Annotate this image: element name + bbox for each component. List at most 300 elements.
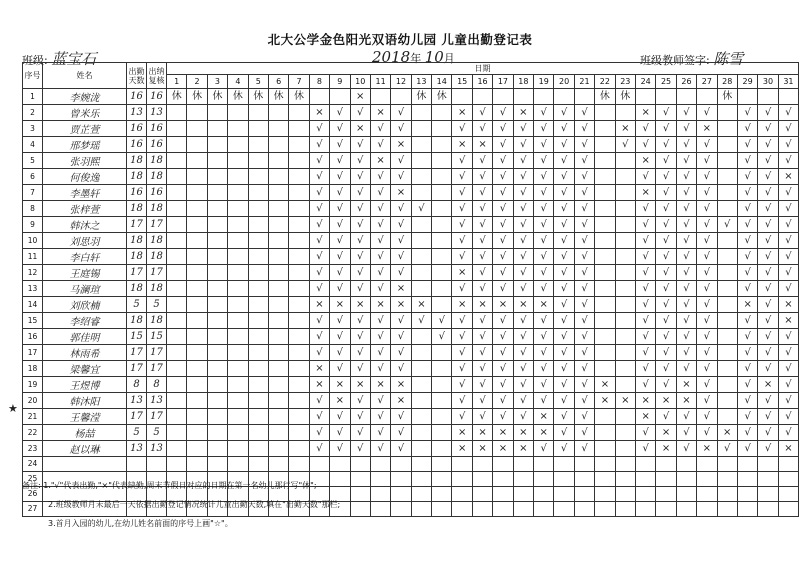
attendance-mark	[411, 121, 431, 137]
attendance-mark: √	[432, 329, 452, 345]
attendance-mark	[289, 281, 309, 297]
attendance-mark	[391, 457, 411, 472]
attendance-mark	[595, 201, 615, 217]
attendance-mark: √	[513, 393, 533, 409]
review-days: 18	[147, 281, 167, 297]
row-number: 14	[23, 297, 43, 313]
attendance-mark: √	[574, 361, 594, 377]
attendance-mark	[615, 169, 635, 185]
review-days: 17	[147, 409, 167, 425]
attendance-mark	[432, 249, 452, 265]
review-days: 17	[147, 217, 167, 233]
attendance-mark	[432, 471, 452, 486]
attendance-mark	[778, 471, 798, 486]
attendance-mark	[248, 297, 268, 313]
attendance-mark: √	[697, 217, 717, 233]
attendance-mark: √	[554, 345, 574, 361]
attendance-mark: ×	[656, 425, 676, 441]
attendance-mark: √	[737, 265, 757, 281]
attendance-mark	[187, 393, 207, 409]
attendance-mark: √	[452, 153, 472, 169]
attendance-mark: √	[778, 393, 798, 409]
attendance-mark	[187, 249, 207, 265]
day-header: 4	[228, 75, 248, 89]
review-days: 15	[147, 329, 167, 345]
attendance-mark: √	[656, 217, 676, 233]
attendance-mark	[615, 185, 635, 201]
attendance-mark: √	[432, 313, 452, 329]
attendance-mark: √	[554, 281, 574, 297]
attendance-mark: √	[309, 121, 329, 137]
attendance-mark: √	[717, 217, 737, 233]
row-number: 21	[23, 409, 43, 425]
attendance-mark: √	[554, 313, 574, 329]
attendance-mark: √	[370, 169, 390, 185]
attendance-mark	[268, 201, 288, 217]
attendance-mark	[289, 121, 309, 137]
attendance-mark	[411, 185, 431, 201]
table-row	[23, 377, 799, 393]
attendance-mark: √	[554, 393, 574, 409]
attendance-mark: √	[737, 137, 757, 153]
attendance-mark: √	[574, 137, 594, 153]
attendance-mark: √	[391, 121, 411, 137]
attendance-mark	[248, 393, 268, 409]
attendance-mark	[167, 201, 187, 217]
attendance-mark	[248, 345, 268, 361]
day-header: 11	[370, 75, 390, 89]
attendance-mark	[595, 501, 615, 516]
attendance-mark: √	[676, 121, 696, 137]
attendance-mark	[676, 457, 696, 472]
attendance-mark: ×	[370, 105, 390, 121]
attendance-mark: √	[758, 153, 778, 169]
attendance-mark	[615, 297, 635, 313]
attend-days: 17	[127, 217, 147, 233]
attendance-mark: √	[656, 345, 676, 361]
attendance-mark: √	[493, 121, 513, 137]
attendance-mark: √	[534, 265, 554, 281]
attendance-mark	[574, 457, 594, 472]
review-days: 16	[147, 89, 167, 105]
attendance-mark	[717, 201, 737, 217]
attendance-mark	[167, 249, 187, 265]
row-number: 27	[23, 501, 43, 516]
attendance-mark: √	[309, 345, 329, 361]
attendance-mark: √	[370, 345, 390, 361]
attendance-mark	[615, 249, 635, 265]
attendance-mark: √	[758, 185, 778, 201]
attendance-mark: √	[513, 265, 533, 281]
attendance-mark: √	[309, 217, 329, 233]
col-attend-header: 出勤天数	[127, 63, 147, 89]
attendance-mark: √	[758, 329, 778, 345]
day-header: 29	[737, 75, 757, 89]
attendance-mark	[595, 329, 615, 345]
attendance-mark	[289, 153, 309, 169]
attendance-mark: √	[472, 265, 492, 281]
attendance-mark: √	[635, 201, 655, 217]
attendance-mark	[432, 233, 452, 249]
attend-days: 13	[127, 441, 147, 457]
attendance-mark	[289, 137, 309, 153]
attendance-mark: √	[309, 265, 329, 281]
attendance-mark: √	[309, 153, 329, 169]
attendance-mark	[228, 297, 248, 313]
attend-days: 16	[127, 137, 147, 153]
attendance-mark	[187, 313, 207, 329]
attendance-mark	[167, 137, 187, 153]
row-number: 7	[23, 185, 43, 201]
attendance-mark	[167, 265, 187, 281]
row-number: 11	[23, 249, 43, 265]
col-seq-header: 序号	[23, 63, 43, 89]
attendance-mark: ×	[452, 441, 472, 457]
attendance-mark	[717, 457, 737, 472]
attendance-mark: √	[554, 377, 574, 393]
attendance-mark: √	[330, 345, 350, 361]
attendance-mark	[432, 441, 452, 457]
attendance-mark: √	[635, 361, 655, 377]
attendance-mark	[615, 217, 635, 233]
attendance-mark	[717, 249, 737, 265]
review-days: 18	[147, 233, 167, 249]
child-name: 王馨滢	[43, 409, 127, 425]
attendance-mark: √	[309, 313, 329, 329]
attendance-mark: √	[350, 393, 370, 409]
attendance-mark: ×	[452, 265, 472, 281]
attendance-mark: ×	[493, 425, 513, 441]
attendance-mark: √	[472, 281, 492, 297]
attendance-mark: √	[574, 265, 594, 281]
review-days: 17	[147, 361, 167, 377]
row-number: 18	[23, 361, 43, 377]
attendance-mark	[187, 217, 207, 233]
attendance-mark	[595, 233, 615, 249]
attendance-mark	[411, 486, 431, 501]
attendance-mark: √	[472, 217, 492, 233]
child-name: 曾米乐	[43, 105, 127, 121]
attendance-mark	[472, 501, 492, 516]
note-1: 备注: 1."√"代表出勤,"×"代表缺勤,周末节假日对应的日期在第一名幼儿那行写"休";	[22, 481, 317, 490]
note-2: 2.班级教师月末最后一天依据出勤登记情况统计儿童出勤天数,填在"出勤天数"那栏;	[48, 500, 341, 509]
attendance-mark: √	[778, 345, 798, 361]
attendance-mark	[411, 137, 431, 153]
attendance-mark: √	[452, 361, 472, 377]
attendance-mark: √	[737, 217, 757, 233]
attendance-mark	[207, 361, 227, 377]
row-number: 20	[23, 393, 43, 409]
attendance-mark: √	[758, 441, 778, 457]
attendance-mark	[595, 486, 615, 501]
attendance-mark: √	[697, 313, 717, 329]
attendance-mark	[268, 265, 288, 281]
day-header: 13	[411, 75, 431, 89]
attendance-mark: √	[472, 105, 492, 121]
attendance-mark: √	[778, 217, 798, 233]
attendance-mark: ×	[493, 297, 513, 313]
attendance-mark	[432, 501, 452, 516]
attendance-mark: √	[472, 121, 492, 137]
day-header: 5	[248, 75, 268, 89]
attendance-mark: √	[391, 441, 411, 457]
attendance-mark: √	[472, 313, 492, 329]
attendance-mark	[452, 501, 472, 516]
attendance-mark: √	[350, 105, 370, 121]
attendance-mark	[554, 89, 574, 105]
attendance-mark: ×	[778, 313, 798, 329]
attendance-mark	[248, 137, 268, 153]
attendance-mark	[717, 345, 737, 361]
attendance-mark: √	[737, 105, 757, 121]
review-days: 18	[147, 249, 167, 265]
attendance-mark: ×	[513, 105, 533, 121]
attend-days: 5	[127, 297, 147, 313]
attendance-mark: ×	[350, 89, 370, 105]
attendance-mark: √	[513, 217, 533, 233]
attendance-mark: ×	[758, 377, 778, 393]
attendance-mark: √	[513, 249, 533, 265]
attendance-mark	[615, 425, 635, 441]
attendance-mark	[207, 217, 227, 233]
attendance-mark	[187, 185, 207, 201]
attendance-mark	[411, 345, 431, 361]
day-header: 19	[534, 75, 554, 89]
attendance-mark	[676, 501, 696, 516]
attendance-mark: √	[656, 249, 676, 265]
attendance-mark: ×	[411, 297, 431, 313]
attendance-mark: √	[758, 249, 778, 265]
attendance-mark: √	[493, 153, 513, 169]
attendance-mark: √	[656, 409, 676, 425]
note-3: 3.首月入园的幼儿,在幼儿姓名前面的序号上画"☆"。	[48, 519, 233, 528]
attendance-mark	[758, 471, 778, 486]
attendance-mark	[411, 249, 431, 265]
attendance-mark	[207, 313, 227, 329]
class-name: 蓝宝石	[51, 50, 97, 68]
child-name: 韩沐之	[43, 217, 127, 233]
attendance-mark: √	[411, 201, 431, 217]
attendance-mark: √	[574, 185, 594, 201]
class-label: 班级:	[22, 54, 48, 67]
attendance-mark: √	[370, 217, 390, 233]
attendance-mark: √	[778, 329, 798, 345]
attendance-mark	[167, 457, 187, 472]
attendance-mark	[187, 153, 207, 169]
attendance-mark	[615, 486, 635, 501]
attendance-mark: √	[554, 121, 574, 137]
attendance-mark: ×	[350, 121, 370, 137]
attendance-mark: √	[778, 105, 798, 121]
attendance-mark: √	[737, 233, 757, 249]
attendance-mark	[248, 457, 268, 472]
attendance-mark	[289, 185, 309, 201]
attendance-mark: √	[574, 201, 594, 217]
attendance-mark	[717, 153, 737, 169]
attendance-mark	[615, 153, 635, 169]
attend-days: 13	[127, 393, 147, 409]
attendance-mark: √	[737, 249, 757, 265]
attendance-mark: ×	[534, 425, 554, 441]
attendance-mark: √	[350, 441, 370, 457]
attendance-mark	[207, 425, 227, 441]
child-name: 何俊逸	[43, 169, 127, 185]
attendance-mark	[717, 313, 737, 329]
attendance-mark: ×	[391, 393, 411, 409]
attendance-mark	[697, 471, 717, 486]
attendance-mark: √	[758, 201, 778, 217]
attendance-mark	[513, 486, 533, 501]
attendance-mark: √	[330, 361, 350, 377]
attendance-mark	[248, 185, 268, 201]
attendance-mark: √	[391, 313, 411, 329]
attendance-mark	[167, 121, 187, 137]
row-number: 10	[23, 233, 43, 249]
year-suffix: 年	[410, 52, 422, 65]
attendance-mark	[717, 377, 737, 393]
attendance-mark: √	[656, 377, 676, 393]
attendance-mark: √	[676, 313, 696, 329]
attendance-mark	[207, 153, 227, 169]
attendance-mark	[248, 281, 268, 297]
attendance-mark	[187, 137, 207, 153]
attendance-mark: ×	[391, 297, 411, 313]
attendance-mark: √	[452, 217, 472, 233]
attendance-mark: √	[391, 153, 411, 169]
attendance-mark	[635, 89, 655, 105]
attendance-mark	[207, 329, 227, 345]
attendance-mark	[717, 281, 737, 297]
attendance-mark: √	[309, 201, 329, 217]
attendance-mark: 休	[187, 89, 207, 105]
attendance-mark: √	[635, 265, 655, 281]
attendance-mark	[411, 409, 431, 425]
attendance-mark	[737, 486, 757, 501]
attendance-mark: √	[635, 345, 655, 361]
attendance-mark	[248, 121, 268, 137]
attendance-mark	[207, 137, 227, 153]
attendance-mark: √	[472, 361, 492, 377]
attendance-mark	[289, 265, 309, 281]
attendance-mark: √	[309, 169, 329, 185]
attendance-mark	[534, 501, 554, 516]
attendance-mark: ×	[391, 281, 411, 297]
attendance-mark: √	[534, 281, 554, 297]
attendance-mark	[167, 297, 187, 313]
table-row	[23, 217, 799, 233]
attendance-mark: √	[391, 105, 411, 121]
attendance-mark: √	[534, 233, 554, 249]
attendance-mark: √	[676, 201, 696, 217]
attend-days: 17	[127, 265, 147, 281]
attendance-mark: 休	[615, 89, 635, 105]
attendance-mark: √	[574, 393, 594, 409]
attendance-mark: √	[452, 329, 472, 345]
attendance-mark: √	[472, 185, 492, 201]
attendance-mark: √	[370, 121, 390, 137]
attendance-mark	[432, 393, 452, 409]
attendance-mark	[595, 137, 615, 153]
attendance-mark: √	[676, 361, 696, 377]
attendance-mark: √	[452, 169, 472, 185]
attendance-mark	[778, 501, 798, 516]
attendance-mark	[717, 409, 737, 425]
attendance-mark: √	[493, 345, 513, 361]
attendance-mark	[534, 89, 554, 105]
review-days: 18	[147, 201, 167, 217]
attendance-mark	[187, 169, 207, 185]
attendance-mark	[717, 169, 737, 185]
attendance-mark: √	[452, 249, 472, 265]
attendance-mark	[595, 441, 615, 457]
attendance-mark: √	[697, 297, 717, 313]
attendance-mark	[717, 329, 737, 345]
attendance-mark	[635, 457, 655, 472]
attendance-mark	[615, 457, 635, 472]
attendance-mark	[268, 281, 288, 297]
attendance-mark	[289, 441, 309, 457]
attendance-mark: √	[452, 185, 472, 201]
row-number: 24	[23, 457, 43, 472]
attendance-mark	[167, 393, 187, 409]
attendance-mark: √	[737, 393, 757, 409]
attendance-mark	[289, 425, 309, 441]
child-name: 李墨轩	[43, 185, 127, 201]
attendance-mark	[268, 345, 288, 361]
attendance-mark	[248, 441, 268, 457]
attendance-mark: ×	[350, 297, 370, 313]
attendance-mark: √	[656, 281, 676, 297]
attendance-mark	[595, 345, 615, 361]
attendance-mark	[432, 486, 452, 501]
attendance-mark: √	[737, 185, 757, 201]
attendance-mark: √	[635, 137, 655, 153]
attendance-mark	[717, 393, 737, 409]
attendance-mark	[472, 89, 492, 105]
row-number: 4	[23, 137, 43, 153]
attendance-mark	[411, 233, 431, 249]
attendance-mark: √	[370, 281, 390, 297]
attendance-mark	[411, 377, 431, 393]
review-days: 16	[147, 121, 167, 137]
attendance-mark: √	[534, 361, 554, 377]
attendance-mark	[268, 313, 288, 329]
attendance-mark	[248, 377, 268, 393]
attendance-mark	[289, 105, 309, 121]
attendance-mark: √	[350, 137, 370, 153]
table-row	[23, 249, 799, 265]
attendance-mark	[432, 217, 452, 233]
day-header: 17	[493, 75, 513, 89]
attendance-mark: √	[370, 137, 390, 153]
attendance-mark	[778, 89, 798, 105]
attendance-mark: ×	[635, 105, 655, 121]
attendance-mark: √	[330, 185, 350, 201]
attendance-mark	[615, 281, 635, 297]
attend-days: 16	[127, 185, 147, 201]
attendance-mark: √	[574, 249, 594, 265]
attendance-mark	[717, 121, 737, 137]
attendance-mark: √	[758, 297, 778, 313]
attendance-mark	[187, 361, 207, 377]
attendance-mark	[289, 201, 309, 217]
attendance-mark: √	[656, 233, 676, 249]
attendance-mark	[758, 89, 778, 105]
attendance-mark: √	[737, 121, 757, 137]
attendance-mark	[248, 249, 268, 265]
attendance-mark: √	[350, 281, 370, 297]
attendance-mark: 休	[289, 89, 309, 105]
